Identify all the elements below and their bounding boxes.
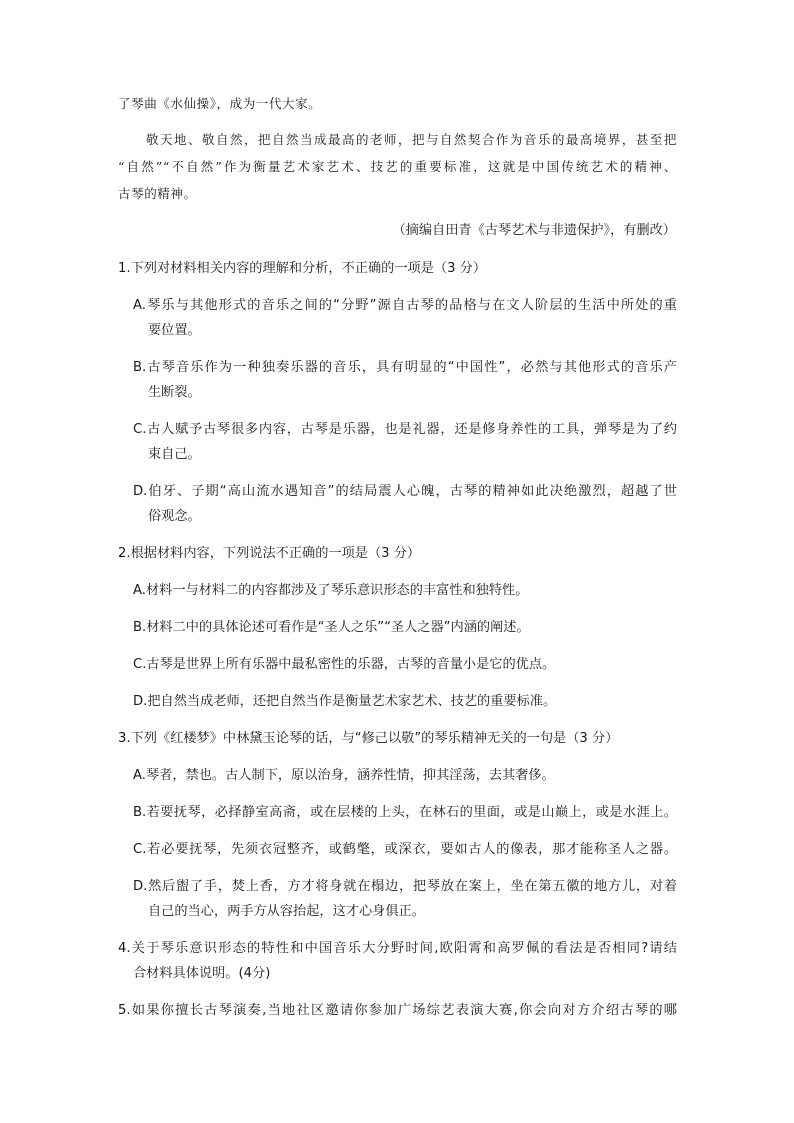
passage-line: 古琴的精神。 bbox=[118, 186, 197, 201]
option-b: B.材料二中的具体论述可看作是“圣人之乐”“圣人之器”内涵的阐述。 bbox=[133, 620, 530, 635]
question-stem: 1.下列对材料相关内容的理解和分析，不正确的一项是（3 分） bbox=[118, 261, 487, 276]
option-c: C.古琴是世界上所有乐器中最私密性的乐器，古琴的音量小是它的优点。 bbox=[133, 657, 556, 672]
option-a: A.琴者，禁也。古人制下，原以治身，涵养性情，抑其淫荡，去其奢侈。 bbox=[133, 768, 555, 783]
option-d: D.伯牙、子期“高山流水遇知音”的结局震人心魄，古琴的精神如此决绝激烈，超越了世 bbox=[133, 484, 677, 499]
option-a-continued: 要位置。 bbox=[148, 323, 201, 338]
option-b-continued: 生断裂。 bbox=[148, 385, 201, 400]
question-stem-continued: 合材料具体说明。(4分) bbox=[133, 966, 271, 981]
option-d-continued: 自己的当心，两手方从容抬起，这才心身俱正。 bbox=[148, 904, 425, 919]
option-b: B.若要抚琴，必择静室高斋，或在层楼的上头，在林石的里面，或是山巅上，或是水涯上。 bbox=[133, 805, 677, 820]
option-a: A.材料一与材料二的内容都涉及了琴乐意识形态的丰富性和独特性。 bbox=[133, 583, 529, 598]
option-a: A.琴乐与其他形式的音乐之间的“分野”源自古琴的品格与在文人阶层的生活中所处的重 bbox=[133, 298, 677, 313]
question-stem: 3.下列《红楼梦》中林黛玉论琴的话，与“修己以敬”的琴乐精神无关的一句是（3 分） bbox=[118, 731, 619, 746]
option-d: D.把自然当成老师，还把自然当作是衡量艺术家艺术、技艺的重要标准。 bbox=[133, 694, 557, 709]
question-stem: 4.关于琴乐意识形态的特性和中国音乐大分野时间,欧阳霄和高罗佩的看法是否相同?请结 bbox=[118, 941, 677, 956]
option-d: D.然后盥了手，焚上香，方才将身就在榻边，把琴放在案上，坐在第五徽的地方儿，对着 bbox=[133, 879, 677, 894]
option-c: C.古人赋予古琴很多内容，古琴是乐器，也是礼器，还是修身养性的工具，弹琴是为了约 bbox=[133, 422, 677, 437]
option-c: C.若必要抚琴，先须衣冠整齐，或鹤氅，或深衣，要如古人的像表，那才能称圣人之器。 bbox=[133, 842, 677, 857]
passage-line: 了琴曲《水仙操》，成为一代大家。 bbox=[118, 96, 322, 111]
option-b: B.古琴音乐作为一种独奏乐器的音乐，具有明显的“中国性”，必然与其他形式的音乐产 bbox=[133, 360, 677, 375]
option-d-continued: 俗观念。 bbox=[148, 509, 201, 524]
passage-line: “自然”“不自然”作为衡量艺术家艺术、技艺的重要标准，这就是中国传统艺术的精神、 bbox=[118, 159, 677, 174]
question-stem: 2.根据材料内容，下列说法不正确的一项是（3 分） bbox=[118, 546, 421, 561]
passage-line: 敬天地、敬自然，把自然当成最高的老师，把与自然契合作为音乐的最高境界，甚至把 bbox=[146, 132, 677, 147]
source-citation: （摘编自田青《古琴艺术与非遗保护》，有删改） bbox=[392, 223, 676, 238]
option-c-continued: 束自己。 bbox=[148, 447, 201, 462]
question-stem: 5.如果你擅长古琴演奏,当地社区邀请你参加广场综艺表演大赛,你会向对方介绍古琴的哪 bbox=[118, 1003, 677, 1018]
